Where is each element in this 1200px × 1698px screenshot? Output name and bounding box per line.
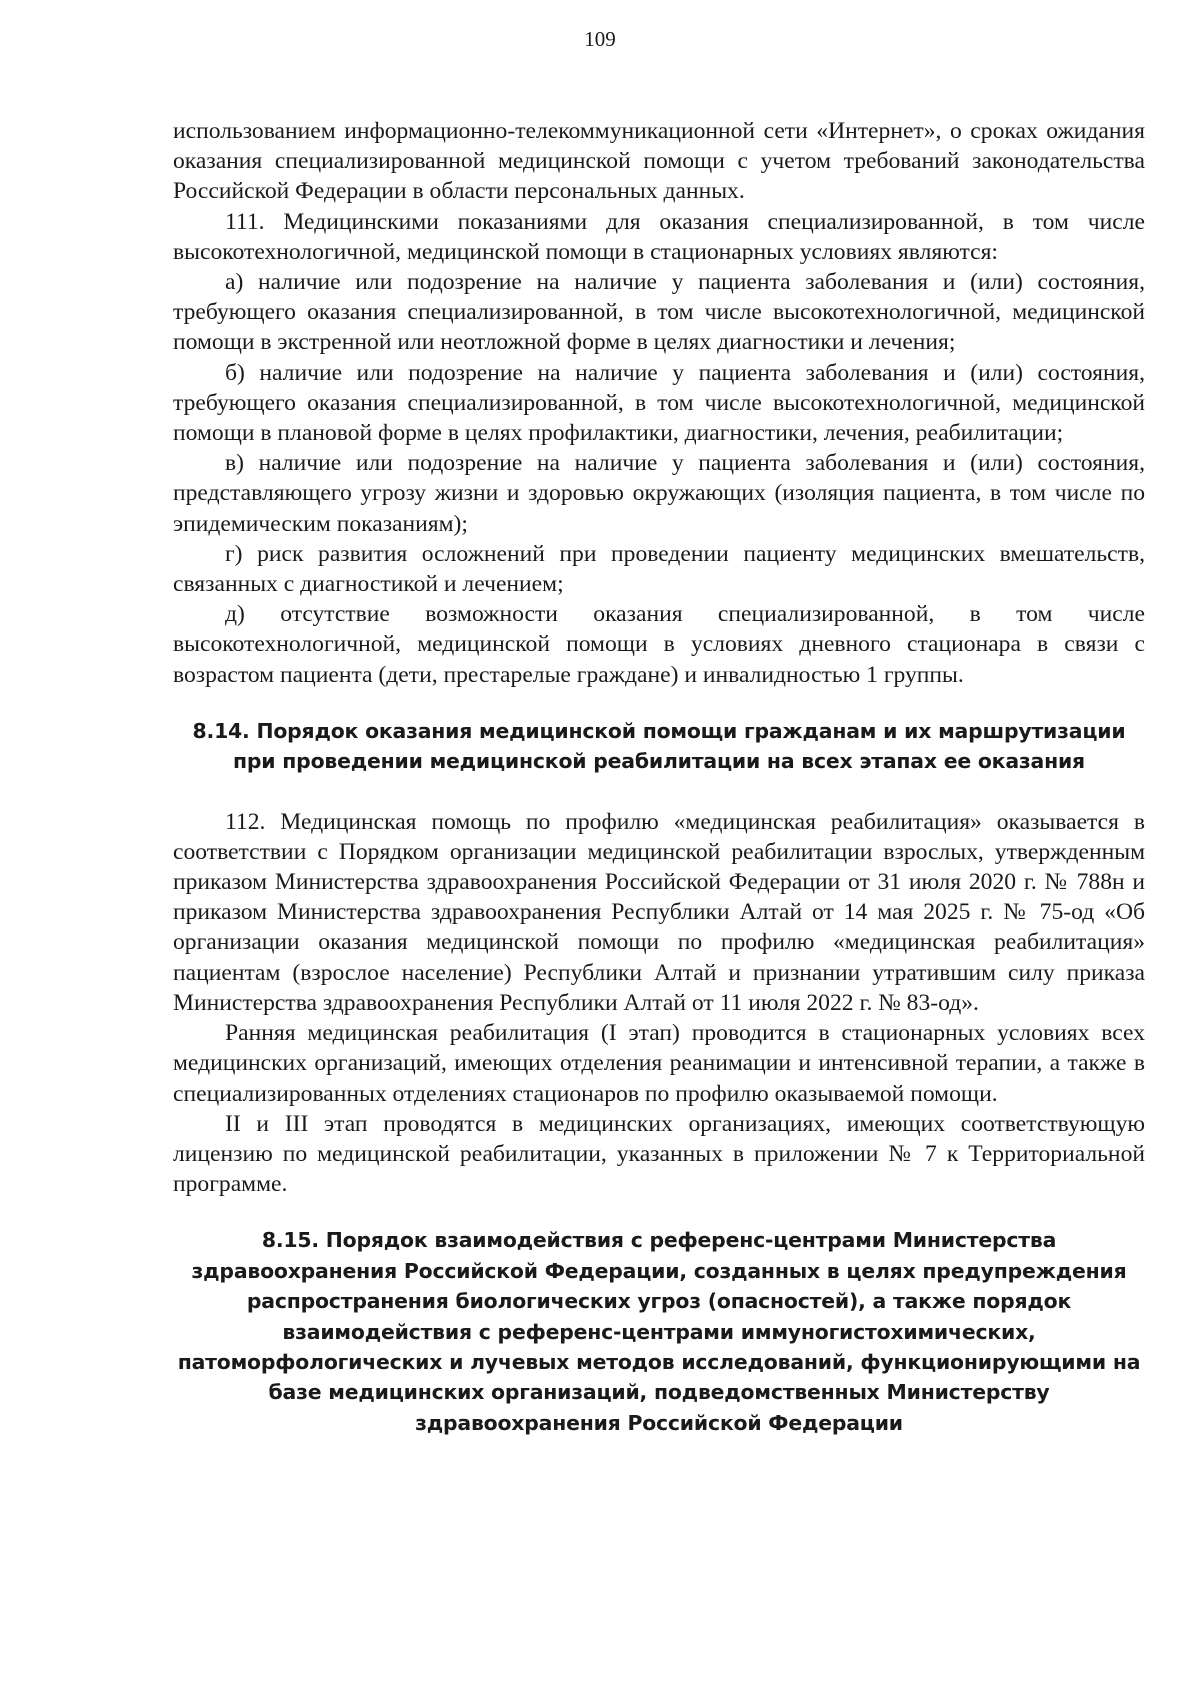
page-number: 109	[584, 27, 616, 51]
paragraph-item-a: а) наличие или подозрение на наличие у пациента заболевания и (или) состояния, требующего оказания специализированной, в том числе высокотехнологичной, медицинской помощи в экстренной или неотложной форме в целях диагностики и лечения;	[173, 269, 1145, 356]
section-heading-8-14: 8.14. Порядок оказания медицинской помощи гражданам и их маршрутизации при проведении медицинской реабилитации на всех этапах ее оказания	[192, 718, 1126, 774]
paragraph-item-d: д) отсутствие возможности оказания специализированной, в том числе высокотехнологичной, медицинской помощи в условиях дневного стационара в связи с возрастом пациента (дети, престарелые граждане) и инвалидностью 1 группы.	[173, 601, 1145, 688]
paragraph-early-rehabilitation: Ранняя медицинская реабилитация (I этап) проводится в стационарных условиях всех медицинских организаций, имеющих отделения реанимации и интенсивной терапии, а также в специализированных отделениях стационаров по профилю оказываемой помощи.	[173, 1020, 1145, 1107]
section-heading-8-15: 8.15. Порядок взаимодействия с референс-центрами Министерства здравоохранения Российской Федерации, созданных в целях предупреждения распространения биологических угроз (опасностей), а также порядок взаимодействия с референс-центрами иммуногистохимических, патоморфологических и лучевых методов исследований, функционирующими на базе медицинских организаций, подведомственных Министерству здравоохранения Российской Федерации	[177, 1228, 1141, 1435]
paragraph-continuation: использованием информационно-телекоммуникационной сети «Интернет», о сроках ожидания оказания специализированной медицинской помощи с учетом требований законодательства Российской Федерации в области персональных данных.	[173, 118, 1145, 205]
paragraph-item-v: в) наличие или подозрение на наличие у пациента заболевания и (или) состояния, представляющего угрозу жизни и здоровью окружающих (изоляция пациента, в том числе по эпидемическим показаниям);	[173, 450, 1145, 537]
paragraph-112: 112. Медицинская помощь по профилю «медицинская реабилитация» оказывается в соответствии с Порядком организации медицинской реабилитации взрослых, утвержденным приказом Министерства здравоохранения Российской Федерации от 31 июля 2020 г. № 788н и приказом Министерства здравоохранения Республики Алтай от 14 мая 2025 г. № 75-од «Об организации оказания медицинской помощи по профилю «медицинская реабилитация» пациентам (взрослое население) Республики Алтай и признании утратившим силу приказа Министерства здравоохранения Республики Алтай от 11 июля 2022 г. № 83-од».	[173, 808, 1145, 1016]
paragraph-item-g: г) риск развития осложнений при проведении пациенту медицинских вмешательств, связанных с диагностикой и лечением;	[173, 540, 1145, 598]
paragraph-item-b: б) наличие или подозрение на наличие у пациента заболевания и (или) состояния, требующего оказания специализированной, в том числе высокотехнологичной, медицинской помощи в плановой форме в целях профилактики, диагностики, лечения, реабилитации;	[173, 359, 1145, 447]
document-body	[173, 116, 1145, 1438]
paragraph-stages-2-3: II и III этап проводятся в медицинских организациях, имеющих соответствующую лицензию по медицинской реабилитации, указанных в приложении № 7 к Территориальной программе.	[173, 1110, 1145, 1198]
paragraph-111: 111. Медицинскими показаниями для оказания специализированной, в том числе высокотехнологичной, медицинской помощи в стационарных условиях являются:	[173, 208, 1145, 265]
